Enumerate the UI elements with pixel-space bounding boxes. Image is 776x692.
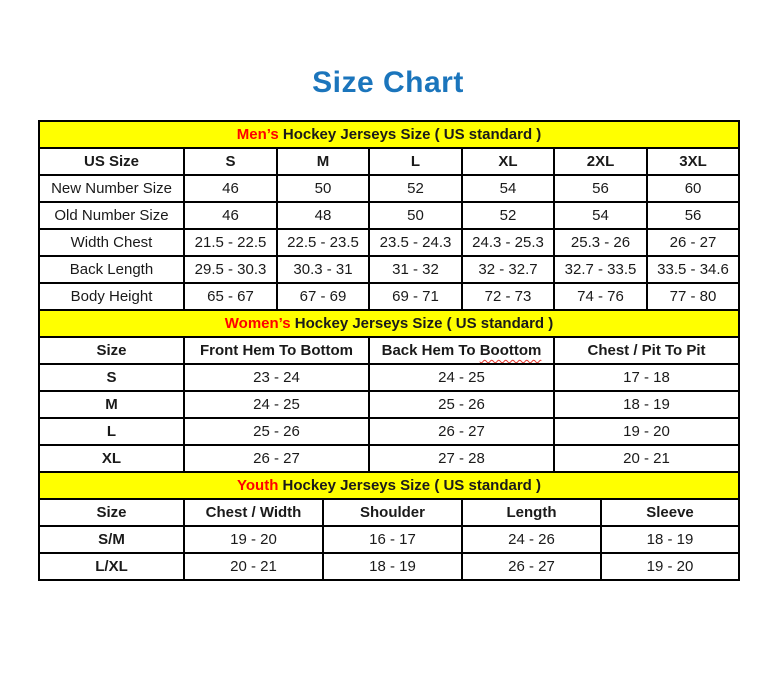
size-value-cell: 24 - 25 <box>184 391 369 418</box>
youth-section-header: Youth Hockey Jerseys Size ( US standard ) <box>39 472 739 499</box>
column-header: M <box>277 148 369 175</box>
size-value-cell: 48 <box>277 202 369 229</box>
size-value-cell: 56 <box>647 202 739 229</box>
size-value-cell: 22.5 - 23.5 <box>277 229 369 256</box>
row-label: L <box>39 418 184 445</box>
table-row <box>39 526 739 553</box>
table-row <box>39 391 739 418</box>
column-header: Sleeve <box>601 499 739 526</box>
table-row <box>39 364 739 391</box>
size-value-cell: 24.3 - 25.3 <box>462 229 554 256</box>
size-value-cell: 65 - 67 <box>184 283 277 310</box>
size-value-cell: 26 - 27 <box>647 229 739 256</box>
size-value-cell: 31 - 32 <box>369 256 462 283</box>
size-value-cell: 18 - 19 <box>323 553 462 580</box>
row-label: Back Length <box>39 256 184 283</box>
column-header: Back Hem To Boottom <box>369 337 554 364</box>
size-value-cell: 33.5 - 34.6 <box>647 256 739 283</box>
size-value-cell: 72 - 73 <box>462 283 554 310</box>
size-value-cell: 26 - 27 <box>462 553 601 580</box>
womens-band-row <box>39 310 739 337</box>
size-value-cell: 23.5 - 24.3 <box>369 229 462 256</box>
womens-header-row <box>39 337 739 364</box>
womens-band-highlight: Women’s <box>224 315 291 332</box>
size-value-cell: 30.3 - 31 <box>277 256 369 283</box>
table-row <box>39 283 739 310</box>
youth-band-row <box>39 472 739 499</box>
size-value-cell: 46 <box>184 175 277 202</box>
mens-section-header: Men’s Hockey Jerseys Size ( US standard ) <box>39 121 739 148</box>
size-value-cell: 27 - 28 <box>369 445 554 472</box>
size-value-cell: 16 - 17 <box>323 526 462 553</box>
column-header: Chest / Pit To Pit <box>554 337 739 364</box>
table-row <box>39 175 739 202</box>
column-header: Length <box>462 499 601 526</box>
column-header: 3XL <box>647 148 739 175</box>
womens-section-header: Women’s Hockey Jerseys Size ( US standard ) <box>39 310 739 337</box>
column-header: S <box>184 148 277 175</box>
column-header: Size <box>39 337 184 364</box>
row-label: L/XL <box>39 553 184 580</box>
size-value-cell: 25.3 - 26 <box>554 229 647 256</box>
page-title: Size Chart <box>312 66 464 99</box>
youth-header-row <box>39 499 739 526</box>
size-value-cell: 32.7 - 33.5 <box>554 256 647 283</box>
size-value-cell: 25 - 26 <box>184 418 369 445</box>
size-value-cell: 18 - 19 <box>554 391 739 418</box>
size-tables <box>38 120 738 581</box>
row-label: Old Number Size <box>39 202 184 229</box>
column-header: Chest / Width <box>184 499 323 526</box>
mens-header-row <box>39 148 739 175</box>
size-value-cell: 69 - 71 <box>369 283 462 310</box>
column-header: Shoulder <box>323 499 462 526</box>
size-value-cell: 26 - 27 <box>184 445 369 472</box>
size-value-cell: 32 - 32.7 <box>462 256 554 283</box>
row-label: S <box>39 364 184 391</box>
misspelled-word: Boottom <box>479 342 542 359</box>
size-value-cell: 29.5 - 30.3 <box>184 256 277 283</box>
size-value-cell: 54 <box>554 202 647 229</box>
size-value-cell: 20 - 21 <box>554 445 739 472</box>
size-value-cell: 19 - 20 <box>184 526 323 553</box>
size-value-cell: 24 - 26 <box>462 526 601 553</box>
table-row <box>39 202 739 229</box>
column-header: L <box>369 148 462 175</box>
mens-size-table <box>38 120 740 311</box>
column-header: Size <box>39 499 184 526</box>
size-value-cell: 17 - 18 <box>554 364 739 391</box>
size-value-cell: 24 - 25 <box>369 364 554 391</box>
column-header: XL <box>462 148 554 175</box>
size-value-cell: 67 - 69 <box>277 283 369 310</box>
table-row <box>39 256 739 283</box>
size-value-cell: 50 <box>369 202 462 229</box>
size-value-cell: 18 - 19 <box>601 526 739 553</box>
row-label: XL <box>39 445 184 472</box>
womens-size-table <box>38 309 740 473</box>
size-value-cell: 23 - 24 <box>184 364 369 391</box>
size-value-cell: 52 <box>369 175 462 202</box>
size-value-cell: 21.5 - 22.5 <box>184 229 277 256</box>
mens-band-highlight: Men’s <box>236 126 279 143</box>
size-value-cell: 50 <box>277 175 369 202</box>
size-value-cell: 25 - 26 <box>369 391 554 418</box>
size-value-cell: 19 - 20 <box>554 418 739 445</box>
size-value-cell: 19 - 20 <box>601 553 739 580</box>
size-value-cell: 54 <box>462 175 554 202</box>
row-label: M <box>39 391 184 418</box>
table-row <box>39 553 739 580</box>
size-value-cell: 46 <box>184 202 277 229</box>
size-value-cell: 77 - 80 <box>647 283 739 310</box>
row-label: Width Chest <box>39 229 184 256</box>
column-header: 2XL <box>554 148 647 175</box>
size-value-cell: 56 <box>554 175 647 202</box>
size-value-cell: 26 - 27 <box>369 418 554 445</box>
column-header: US Size <box>39 148 184 175</box>
size-value-cell: 20 - 21 <box>184 553 323 580</box>
column-header: Front Hem To Bottom <box>184 337 369 364</box>
mens-band-row <box>39 121 739 148</box>
row-label: New Number Size <box>39 175 184 202</box>
youth-size-table <box>38 471 740 581</box>
row-label: Body Height <box>39 283 184 310</box>
row-label: S/M <box>39 526 184 553</box>
table-row <box>39 229 739 256</box>
size-value-cell: 60 <box>647 175 739 202</box>
table-row <box>39 445 739 472</box>
youth-band-highlight: Youth <box>237 477 279 494</box>
table-row <box>39 418 739 445</box>
size-value-cell: 52 <box>462 202 554 229</box>
size-value-cell: 74 - 76 <box>554 283 647 310</box>
